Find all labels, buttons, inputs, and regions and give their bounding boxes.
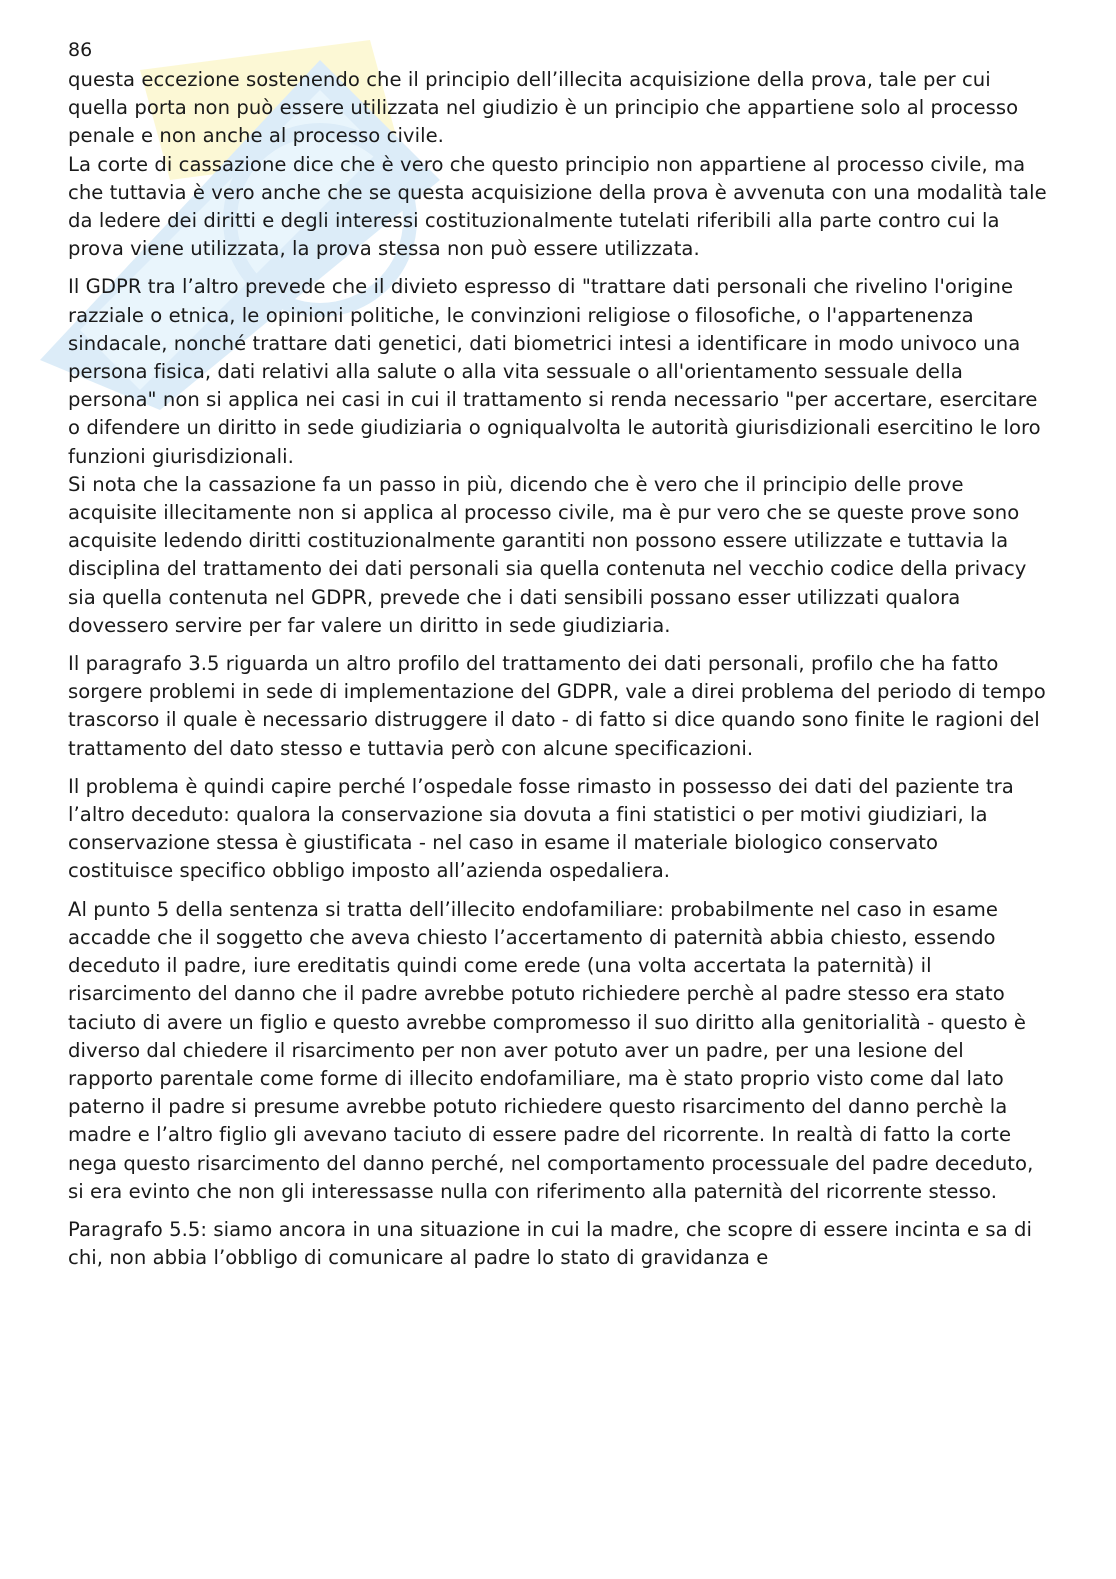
- paragraph-1: questa eccezione sostenendo che il principio dell’illecita acquisizione della prova, tale per cui quella porta non può essere utilizzata nel giudizio è un principio che appartiene solo al processo penale e non anche al processo civile.: [68, 68, 1019, 148]
- paragraph-5: Il paragrafo 3.5 riguarda un altro profilo del trattamento dei dati personali, profilo che ha fatto sorgere problemi in sede di implementazione del GDPR, vale a direi problema del periodo di tempo trascorso il quale è necessario distruggere il dato - di fatto si dice quando sono finite le ragioni del trattamento del dato stesso e tuttavia però con alcune specificazioni.: [68, 652, 1046, 760]
- paragraph-6: Il problema è quindi capire perché l’ospedale fosse rimasto in possesso dei dati del paziente tra l’altro deceduto: qualora la conservazione sia dovuta a fini statistici o per motivi giudiziari, la conservazione stessa è giustificata - nel caso in esame il materiale biologico conservato costituisce specifico obbligo imposto all’azienda ospedaliera.: [68, 774, 1014, 883]
- paragraph-8: Paragrafo 5.5: siamo ancora in una situazione in cui la madre, che scopre di essere incinta e sa di chi, non abbia l’obbligo di comunicare al padre lo stato di gravidanza e: [68, 1217, 1032, 1270]
- page-number: 86: [68, 39, 93, 61]
- paragraph-3: Il GDPR tra l’altro prevede che il divieto espresso di "trattare dati personali che rivelino l'origine razziale o etnica, le opinioni politiche, le convinzioni religiose o filosofiche, o l'appartenenza sindacale, nonché trattare dati genetici, dati biometrici intesi a identificare in modo univoco una persona fisica, dati relativi alla salute o alla vita sessuale o all'orientamento sessuale della persona" non si applica nei casi in cui il trattamento si renda necessario "per accertare, esercitare o difendere un diritto in sede giudiziaria o ogniqualvolta le autorità giurisdizionali esercitino le loro funzioni giurisdizionali.: [68, 275, 1041, 468]
- paragraph-7: Al punto 5 della sentenza si tratta dell’illecito endofamiliare: probabilmente nel caso in esame accadde che il soggetto che aveva chiesto l’accertamento di paternità abbia chiesto, essendo deceduto il padre, iure ereditatis quindi come erede (una volta accertata la paternità) il risarcimento del danno che il padre avrebbe potuto richiedere perchè al padre stesso era stato taciuto di avere un figlio e questo avrebbe compromesso il suo diritto alla genitorialità - questo è diverso dal chiedere il risarcimento per non aver potuto aver un padre, per una lesione del rapporto parentale come forme di illecito endofamiliare, ma è stato proprio visto come dal lato paterno il padre si presume avrebbe potuto richiedere questo risarcimento del danno perchè la madre e l’altro figlio gli avevano taciuto di essere padre del ricorrente. In realtà di fatto la corte nega questo risarcimento del danno perché, nel comportamento processuale del padre deceduto, si era evinto che non gli interessasse nulla con riferimento alla paternità del ricorrente stesso.: [68, 897, 1034, 1203]
- document-page: [68, 36, 1048, 1282]
- paragraph-2: La corte di cassazione dice che è vero che questo principio non appartiene al processo civile, ma che tuttavia è vero anche che se questa acquisizione della prova è avvenuta con una modalità tale da ledere dei diritti e degli interessi costituzionalmente tutelati riferibili alla parte contro cui la prova viene utilizzata, la prova stessa non può essere utilizzata.: [68, 152, 1047, 261]
- paragraph-4: Si nota che la cassazione fa un passo in più, dicendo che è vero che il principio delle prove acquisite illecitamente non si applica al processo civile, ma è pur vero che se queste prove sono acquisite ledendo diritti costituzionalmente garantiti non possono essere utilizzate e tuttavia la disciplina del trattamento dei dati personali sia quella contenuta nel vecchio codice della privacy sia quella contenuta nel GDPR, prevede che i dati sensibili possano esser utilizzati qualora dovessero servire per far valere un diritto in sede giudiziaria.: [68, 472, 1027, 637]
